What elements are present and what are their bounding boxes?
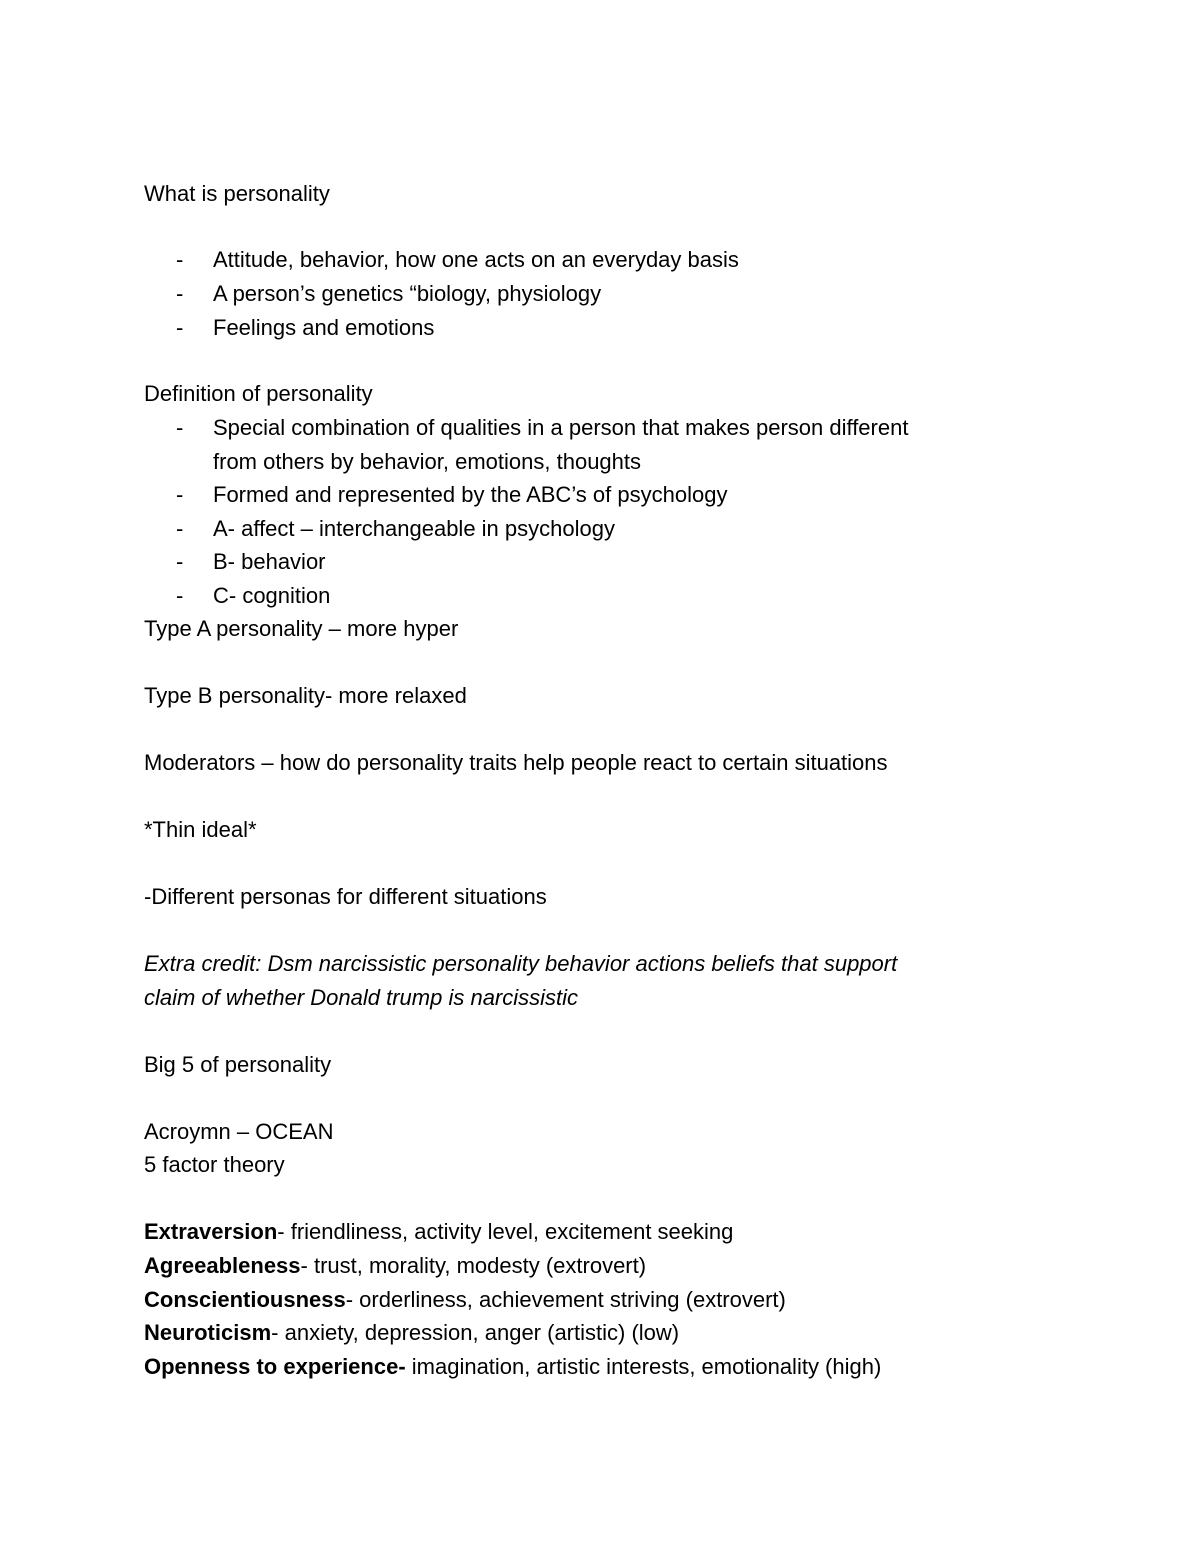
bullet-cognition: C- cognition [213, 583, 331, 608]
extra-credit-line-1: Extra credit: Dsm narcissistic personality behavior actions beliefs that support [144, 951, 898, 976]
trait-extraversion [144, 1218, 733, 1246]
bullet-dash: - [176, 482, 184, 507]
trait-desc: - trust, morality, modesty (extrovert) [300, 1253, 647, 1278]
trait-conscientiousness [144, 1286, 786, 1314]
trait-term: Conscientiousness [144, 1287, 346, 1312]
trait-desc: - friendliness, activity level, excitement seeking [277, 1219, 734, 1244]
bullet-affect: A- affect – interchangeable in psychology [213, 516, 615, 541]
bullet-dash: - [176, 549, 184, 574]
big5-heading: Big 5 of personality [144, 1052, 332, 1077]
bullet-dash: - [176, 315, 184, 340]
bullet-genetics: A person’s genetics “biology, physiology [213, 281, 602, 306]
bullet-attitude: Attitude, behavior, how one acts on an everyday basis [213, 247, 739, 272]
thin-ideal-line: *Thin ideal* [144, 817, 257, 842]
trait-term: Agreeableness [144, 1253, 301, 1278]
bullet-dash: - [176, 247, 184, 272]
bullet-dash: - [176, 516, 184, 541]
bullet-dash: - [176, 415, 184, 440]
trait-term: Neuroticism [144, 1320, 272, 1345]
trait-agreeableness [144, 1252, 646, 1280]
trait-term: Openness to experience- [144, 1354, 406, 1379]
bullet-dash: - [176, 281, 184, 306]
bullet-special-combination: Special combination of qualities in a person that makes person different [213, 415, 909, 440]
type-a-line: Type A personality – more hyper [144, 616, 459, 641]
moderators-line: Moderators – how do personality traits help people react to certain situations [144, 750, 888, 775]
trait-desc: - anxiety, depression, anger (artistic) (low) [271, 1320, 680, 1345]
type-b-line: Type B personality- more relaxed [144, 683, 467, 708]
heading-definition: Definition of personality [144, 381, 373, 406]
bullet-abc: Formed and represented by the ABC’s of psychology [213, 482, 728, 507]
trait-desc: - orderliness, achievement striving (extrovert) [345, 1287, 786, 1312]
trait-openness [144, 1353, 881, 1381]
bullet-dash: - [176, 583, 184, 608]
trait-term: Extraversion [144, 1219, 278, 1244]
acronym-line: Acroymn – OCEAN [144, 1119, 334, 1144]
heading-what-is-personality: What is personality [144, 181, 330, 206]
bullet-behavior: B- behavior [213, 549, 326, 574]
bullet-special-combination-cont: from others by behavior, emotions, thoughts [213, 449, 642, 474]
factor-theory-line: 5 factor theory [144, 1152, 285, 1177]
personas-line: -Different personas for different situations [144, 884, 547, 909]
trait-desc: imagination, artistic interests, emotionality (high) [405, 1354, 882, 1379]
trait-neuroticism [144, 1319, 679, 1347]
extra-credit-line-2: claim of whether Donald trump is narcissistic [144, 985, 579, 1010]
bullet-feelings: Feelings and emotions [213, 315, 435, 340]
